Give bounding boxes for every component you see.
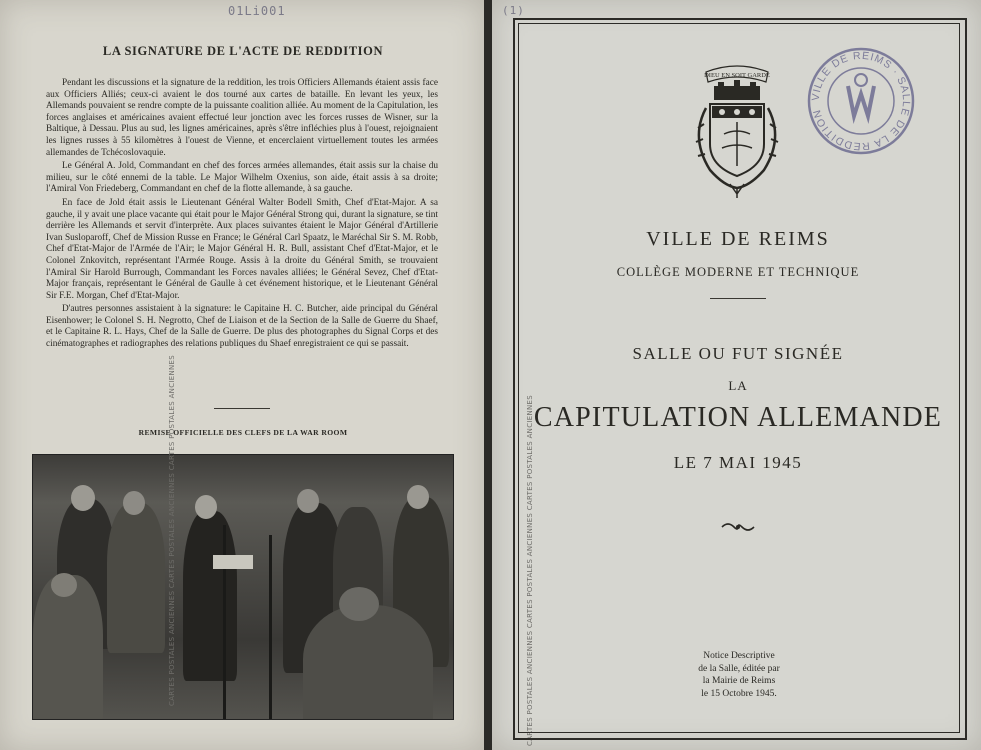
page-mark: (1) bbox=[502, 4, 525, 17]
page-title: LA SIGNATURE DE L'ACTE DE REDDITION bbox=[102, 44, 384, 58]
svg-text:VILLE DE REIMS · SALLE DE LA R bbox=[810, 50, 912, 152]
notice-line-3: la Mairie de Reims bbox=[702, 676, 776, 686]
reddition-stamp-icon bbox=[806, 46, 916, 156]
school-subtitle: COLLÈGE MODERNE ET TECHNIQUE bbox=[616, 265, 860, 279]
capitulation-heading: CAPITULATION ALLEMANDE bbox=[533, 402, 943, 433]
crest-motto: DIEU EN SOIT GARDE bbox=[704, 72, 770, 79]
notice-line-4: le 15 Octobre 1945. bbox=[701, 688, 777, 699]
left-page bbox=[0, 0, 484, 750]
title-divider bbox=[710, 298, 766, 299]
archive-mark: 01Li001 bbox=[228, 4, 286, 18]
paragraph-4: D'autres personnes assistaient à la signature: le Capitaine H. C. Butcher, aide principal du Général Eisenhower; le Colonel S. H. Negrotto, Chef de Liaison et de la Section de la Salle de Guerre du Shaef, et le Capitaine R. L. Hays, Chef de la Salle de Guerre. De plus des photographes du Signal Corps et des cinématographes et radiographes des relations publiques du Shaef enregistraient ce qui se passait. bbox=[46, 304, 438, 350]
notice-line-1: Notice Descriptive bbox=[703, 651, 775, 661]
notice-descriptive bbox=[664, 650, 814, 700]
date-line: LE 7 MAI 1945 bbox=[673, 453, 803, 472]
reims-coat-of-arms-icon bbox=[684, 58, 790, 200]
war-room-photo bbox=[32, 454, 454, 720]
paragraph-1: Pendant les discussions et la signature de la reddition, les trois Officiers Allemands étaient assis face aux Officiers Alliés; ceux-ci avaient le dos tourné aux cartes de bataille. En levant les yeux, les Allemands pouvaient se rendre compte de la puissante coalition alliée. Au moment de la Capitulation, les forces anglaises et américaines avaient effectué leur jonction avec les forces russes de Wisner, sur la Baltique, à Dessau. Plus au sud, les lignes américaines, après s'être infléchies plus à l'ouest, rejoignaient les lignes russes à 55 kilomètres à l'ouest de Vienne, et encerclaient virtuellement toutes les armées allemandes de Tchécoslovaquie. bbox=[46, 78, 438, 158]
paragraph-2: Le Général A. Jold, Commandant en chef des forces armées allemandes, était assis sur la chaise du milieu, sur le côté ennemi de la table. Le Major Wilhelm Oxenius, son aide, était assis à sa droite; l'Amiral Von Friedeberg, Commandant en chef de la flotte allemande, à sa gauche. bbox=[46, 161, 438, 195]
la-line: LA bbox=[728, 378, 748, 393]
article-body bbox=[46, 78, 438, 353]
stamp-text: VILLE DE REIMS · SALLE DE LA REDDITION bbox=[809, 49, 913, 153]
city-title: VILLE DE REIMS bbox=[646, 228, 830, 250]
salle-heading: SALLE OU FUT SIGNÉE bbox=[632, 344, 844, 363]
notice-line-2: de la Salle, éditée par bbox=[698, 663, 780, 674]
ornament-flourish-icon bbox=[720, 520, 756, 534]
photo-caption: REMISE OFFICIELLE DES CLEFS DE LA WAR ROOM bbox=[138, 428, 348, 437]
divider-rule bbox=[214, 408, 270, 409]
watermark-text: CARTES POSTALES ANCIENNES CARTES POSTALES ANCIENNES CARTES POSTALES ANCIENNES bbox=[526, 394, 534, 746]
paragraph-3: En face de Jold était assis le Lieutenant Général Walter Bodell Smith, Chef d'Etat-Major. A sa gauche, il y avait une place vacante qui était pour le Major Général Strong qui, durant la signature, se tint derrière les Allemands et servit d'interprète. Aux places suivantes étaient le Major Général d'Artillerie Ivan Susloparoff, Chef de Mission Russe en France; le Général Carl Spaatz, le Maréchal Sir S. M. Robb, Chef d'Etat-Major de l'Armée de l'Air; le Major Général H. R. Bull, assistant Chef d'Etat-Major, et le Colonel Znkovitch, représentant l'Armée Rouge. Assis à la droite du Général Smith, se trouvaient l'Amiral Sir Harold Burrough, Commandant les Forces navales alliées; le Général Sevez, Chef d'Etat-Major français, représentant le Général de Gaulle à cet événement historique, et le Lieutenant Général Sir F.E. Morgan, Chef d'Etat-Major. bbox=[46, 197, 438, 301]
watermark-text: CARTES POSTALES ANCIENNES CARTES POSTALES ANCIENNES CARTES POSTALES ANCIENNES bbox=[168, 354, 176, 706]
